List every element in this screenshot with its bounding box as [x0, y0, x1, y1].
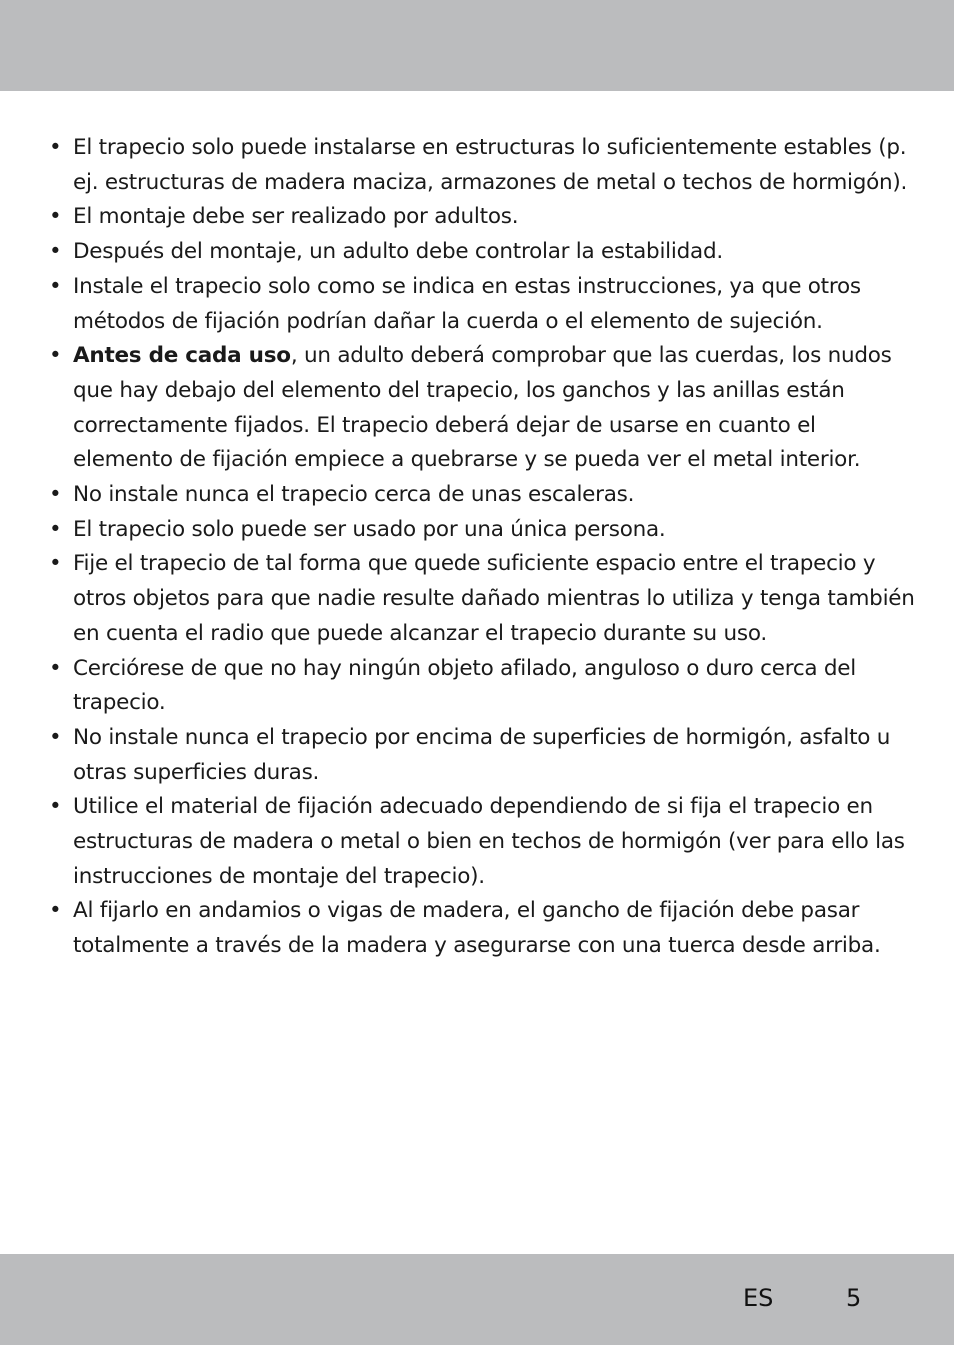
list-item	[45, 339, 915, 478]
language-code: ES	[743, 1284, 774, 1312]
item-text: Después del montaje, un adulto debe controlar la estabilidad.	[73, 239, 723, 265]
list-item	[45, 513, 915, 548]
item-text: No instale nunca el trapecio por encima de superficies de hormigón, asfalto u otras superficies duras.	[73, 724, 891, 785]
bullet-icon: •	[49, 794, 62, 820]
bullet-icon: •	[49, 724, 62, 750]
list-item	[45, 721, 915, 790]
item-text: No instale nunca el trapecio cerca de unas escaleras.	[73, 482, 635, 508]
bullet-icon: •	[49, 343, 62, 369]
bullet-icon: •	[49, 204, 62, 230]
item-text: Utilice el material de fijación adecuado dependiendo de si fija el trapecio en estructuras de madera o metal o bien en techos de hormigón (ver para ello las instrucciones de montaje del trapecio).	[73, 794, 905, 889]
page-number: 5	[846, 1284, 862, 1312]
bullet-icon: •	[49, 273, 62, 299]
item-text: Al fijarlo en andamios o vigas de madera, el gancho de fijación debe pasar totalmente a través de la madera y asegurarse con una tuerca desde arriba.	[73, 898, 881, 959]
item-text: El montaje debe ser realizado por adultos.	[73, 204, 519, 230]
list-item	[45, 270, 915, 339]
item-text: El trapecio solo puede instalarse en estructuras lo suficientemente estables (p. ej. estructuras de madera maciza, armazones de metal o techos de hormigón).	[73, 135, 908, 195]
item-text: Cerciórese de que no hay ningún objeto afilado, anguloso o duro cerca del trapecio.	[73, 655, 857, 716]
footer-band	[0, 1254, 954, 1345]
item-text: El trapecio solo puede ser usado por una única persona.	[73, 516, 666, 542]
bullet-icon: •	[49, 655, 62, 681]
safety-instructions-list	[45, 131, 915, 964]
list-item	[45, 131, 915, 200]
item-bold-text: Antes de cada uso	[73, 343, 291, 369]
list-item	[45, 652, 915, 721]
bullet-icon: •	[49, 482, 62, 508]
item-text: , un adulto deberá comprobar que las cuerdas, los nudos que hay debajo del elemento del trapecio, los ganchos y las anillas están correctamente fijados. El trapecio deberá dejar de usarse en cuanto el elemento de fijación empiece a quebrarse y se pueda ver el metal interior.	[73, 343, 892, 473]
list-item	[45, 200, 915, 235]
header-band	[0, 0, 954, 91]
item-text: Fije el trapecio de tal forma que quede suficiente espacio entre el trapecio y otros objetos para que nadie resulte dañado mientras lo utiliza y tenga también en cuenta el radio que puede alcanzar el trapecio durante su uso.	[73, 551, 915, 646]
list-item	[45, 547, 915, 651]
bullet-icon: •	[49, 898, 62, 924]
bullet-icon: •	[49, 551, 62, 577]
bullet-icon: •	[49, 516, 62, 542]
list-item	[45, 478, 915, 513]
list-item	[45, 894, 915, 963]
item-text: Instale el trapecio solo como se indica en estas instrucciones, ya que otros métodos de fijación podrían dañar la cuerda o el elemento de sujeción.	[73, 273, 861, 334]
list-item	[45, 790, 915, 894]
bullet-icon: •	[49, 135, 62, 160]
bullet-icon: •	[49, 239, 62, 265]
list-item	[45, 235, 915, 270]
